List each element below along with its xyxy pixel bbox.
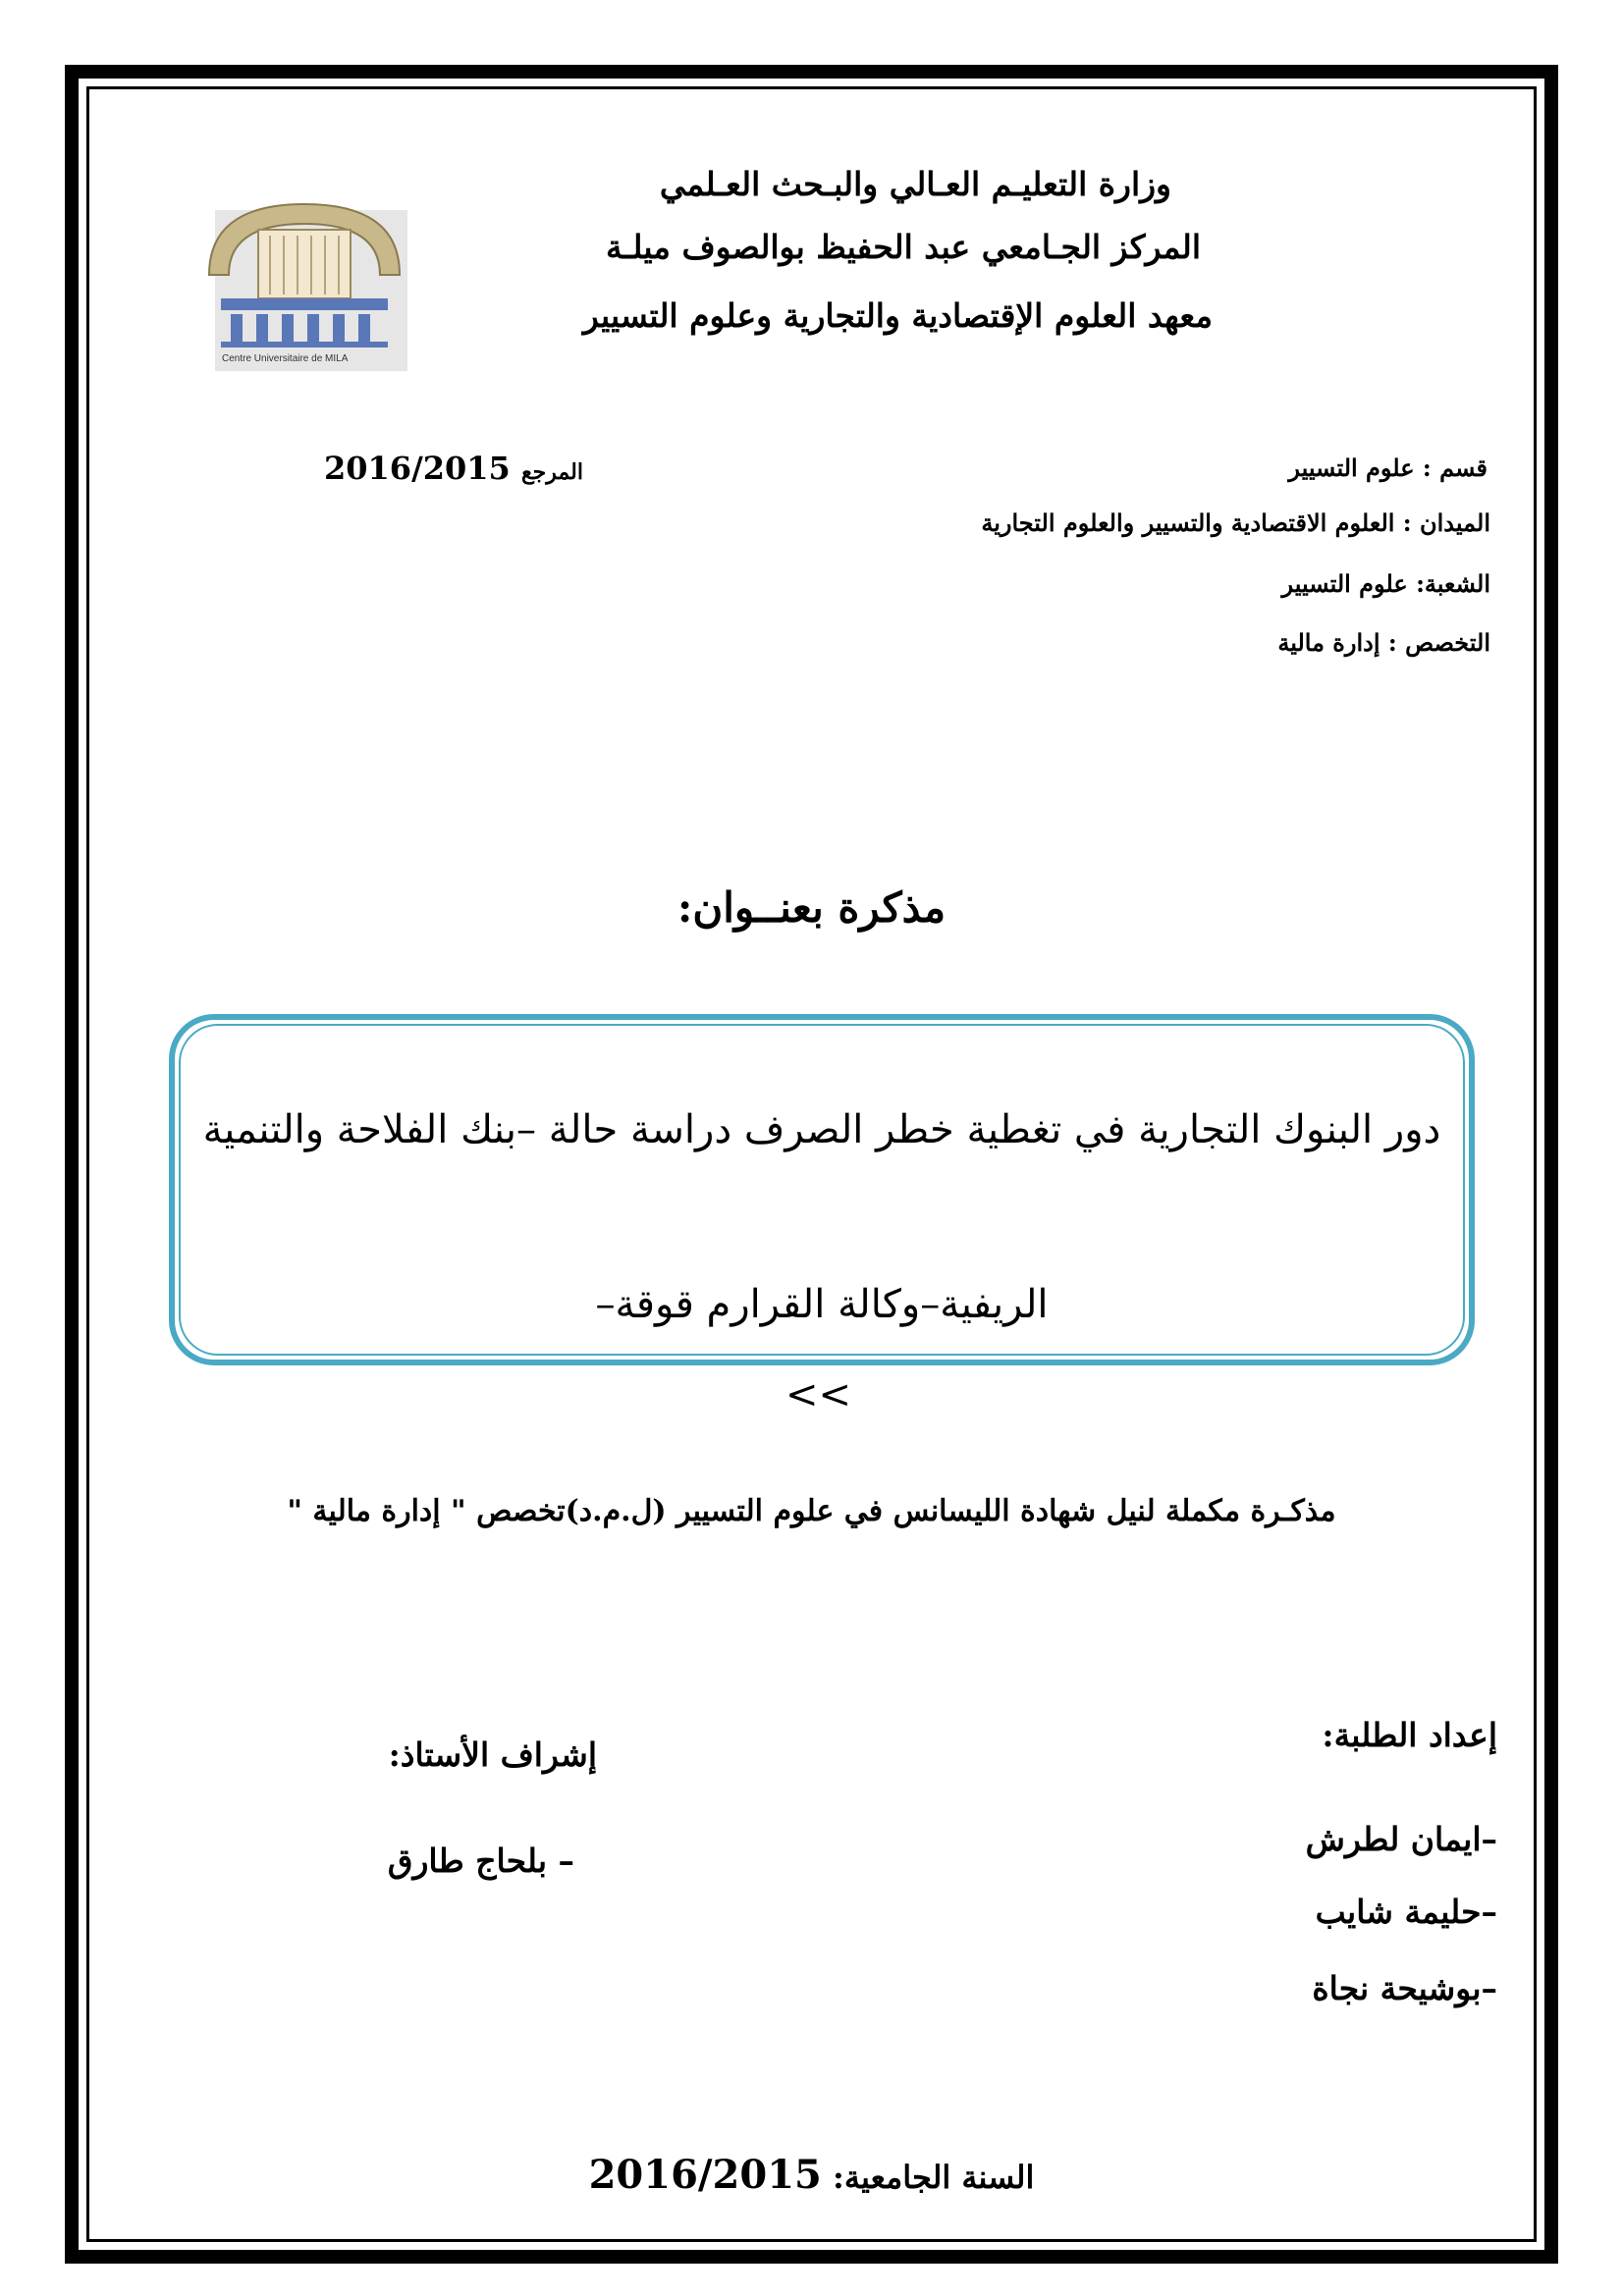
memo-heading: مذكرة بعنــوان: xyxy=(676,883,947,932)
memo-title-line-1: دور البنوك التجارية في تغطية خطر الصرف دراسة حالة –بنك الفلاحة والتنمية xyxy=(202,1107,1441,1152)
field-line: الميدان : العلوم الاقتصادية والتسيير والعلوم التجارية xyxy=(981,508,1490,537)
academic-year-value: 2016/2015 xyxy=(588,2152,822,2198)
students-label: إعداد الطلبة: xyxy=(1322,1716,1497,1754)
student-name: –حليمة شايب xyxy=(1315,1893,1497,1931)
reference-label: المرجع xyxy=(520,459,583,485)
reference xyxy=(324,450,583,487)
student-name: –ايمان لطرش xyxy=(1305,1820,1497,1858)
academic-year-label: السنة الجامعية: xyxy=(833,2159,1035,2196)
memo-title-line-2: الريفية–وكالة القرارم قوقة– xyxy=(595,1282,1049,1327)
memo-subtitle: مذكـرة مكملة لنيل شهادة الليسانس في علوم التسيير (ل.م.د)تخصص " إدارة مالية " xyxy=(287,1494,1336,1528)
department-line: قسم : علوم التسيير xyxy=(1288,454,1488,482)
supervisor-name: – بلحاج طارق xyxy=(387,1842,574,1880)
reference-value: 2016/2015 xyxy=(324,450,511,487)
ministry-line: وزارة التعليـم العـالي والبـحث العـلمي xyxy=(659,165,1171,203)
institute-line: معهد العلوم الإقتصادية والتجارية وعلوم التسيير xyxy=(582,296,1213,335)
university-building-logo-icon xyxy=(201,196,407,371)
university-line: المركز الجـامعي عبد الحفيظ بوالصوف ميلـة xyxy=(606,228,1201,266)
specialty-line: التخصص : إدارة مالية xyxy=(1277,628,1490,657)
logo-caption: Centre Universitaire de MILA xyxy=(222,353,349,364)
chevrons-mark: << xyxy=(785,1372,852,1417)
student-name: –بوشيحة نجاة xyxy=(1312,1969,1497,2007)
branch-line: الشعبة: علوم التسيير xyxy=(1281,569,1490,598)
academic-year xyxy=(0,2152,1623,2198)
supervisor-label: إشراف الأستاذ: xyxy=(388,1735,597,1774)
